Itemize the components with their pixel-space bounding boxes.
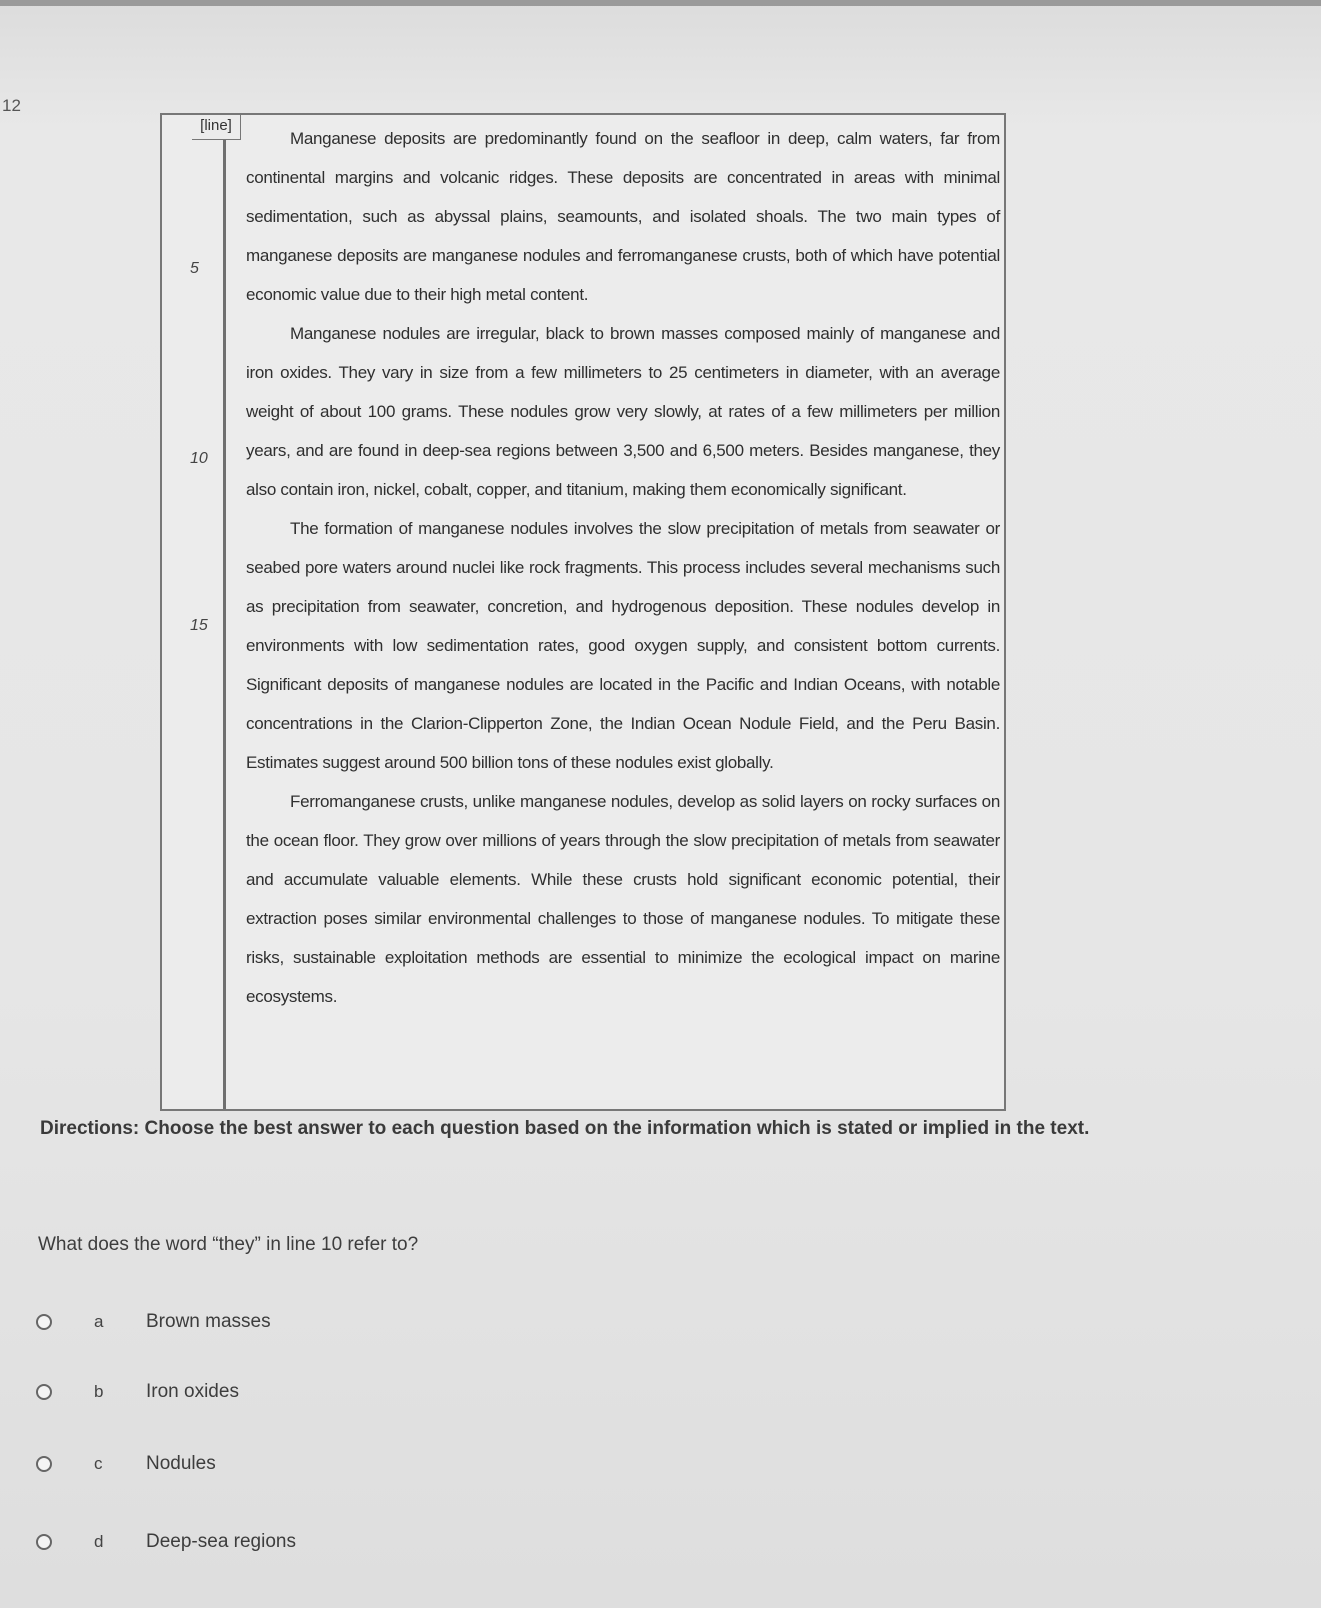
option-letter: d [94,1532,104,1551]
radio-button-icon[interactable] [36,1456,52,1472]
passage-paragraph-4: Ferromanganese crusts, unlike manganese nodules, develop as solid layers on rocky surfaces on the ocean floor. They grow over millions of years through the slow precipitation of metals from seawater and accumulate valuable elements. While these crusts hold significant economic potential, their extraction poses similar environmental challenges to those of manganese nodules. To mitigate these risks, sustainable exploitation methods are essential to minimize the ecological impact on marine ecosystems. [246,792,1000,1006]
line-label: [line] [192,115,241,140]
line-number-15: 15 [190,617,208,634]
question-text: What does the word “they” in line 10 refer to? [38,1234,419,1255]
radio-button-icon[interactable] [36,1384,52,1400]
option-c[interactable] [36,1450,216,1478]
top-band [0,0,1321,6]
line-number-5: 5 [190,260,199,277]
option-letter: b [94,1382,104,1401]
option-text[interactable]: Deep-sea regions [146,1531,296,1552]
option-a[interactable] [36,1308,271,1336]
option-d[interactable] [36,1528,296,1556]
line-number-10: 10 [190,450,208,467]
line-number-column [162,115,232,1109]
option-text[interactable]: Nodules [146,1453,216,1474]
passage-paragraph-3: The formation of manganese nodules involves the slow precipitation of metals from seawater or seabed pore waters around nuclei like rock fragments. This process includes several mechanisms such as precipitation from seawater, concretion, and hydrogenous deposition. These nodules develop in environments with low sedimentation rates, good oxygen supply, and consistent bottom currents. Significant deposits of manganese nodules are located in the Pacific and Indian Oceans, with notable concentrations in the Clarion-Clipperton Zone, the Indian Ocean Nodule Field, and the Peru Basin. Estimates suggest around 500 billion tons of these nodules exist globally. [246,519,1000,772]
radio-button-icon[interactable] [36,1534,52,1550]
directions-text: Directions: Choose the best answer to each question based on the information which is stated or implied in the text. [40,1118,1090,1139]
option-letter: c [94,1454,103,1473]
passage-paragraph-1: Manganese deposits are predominantly found on the seafloor in deep, calm waters, far from continental margins and volcanic ridges. These deposits are concentrated in areas with minimal sedimentation, such as abyssal plains, seamounts, and isolated shoals. The two main types of manganese deposits are manganese nodules and ferromanganese crusts, both of which have potential economic value due to their high metal content. [246,129,1000,304]
option-letter: a [94,1312,104,1331]
radio-button-icon[interactable] [36,1314,52,1330]
question-number: 12 [2,96,21,115]
passage-text [246,119,1000,1016]
option-text[interactable]: Iron oxides [146,1381,239,1402]
passage-box [160,113,1006,1111]
passage-paragraph-2: Manganese nodules are irregular, black to brown masses composed mainly of manganese and iron oxides. They vary in size from a few millimeters to 25 centimeters in diameter, with an average weight of about 100 grams. These nodules grow very slowly, at rates of a few millimeters per million years, and are found in deep-sea regions between 3,500 and 6,500 meters. Besides manganese, they also contain iron, nickel, cobalt, copper, and titanium, making them economically significant. [246,324,1000,499]
option-text[interactable]: Brown masses [146,1311,271,1332]
option-b[interactable] [36,1378,239,1406]
